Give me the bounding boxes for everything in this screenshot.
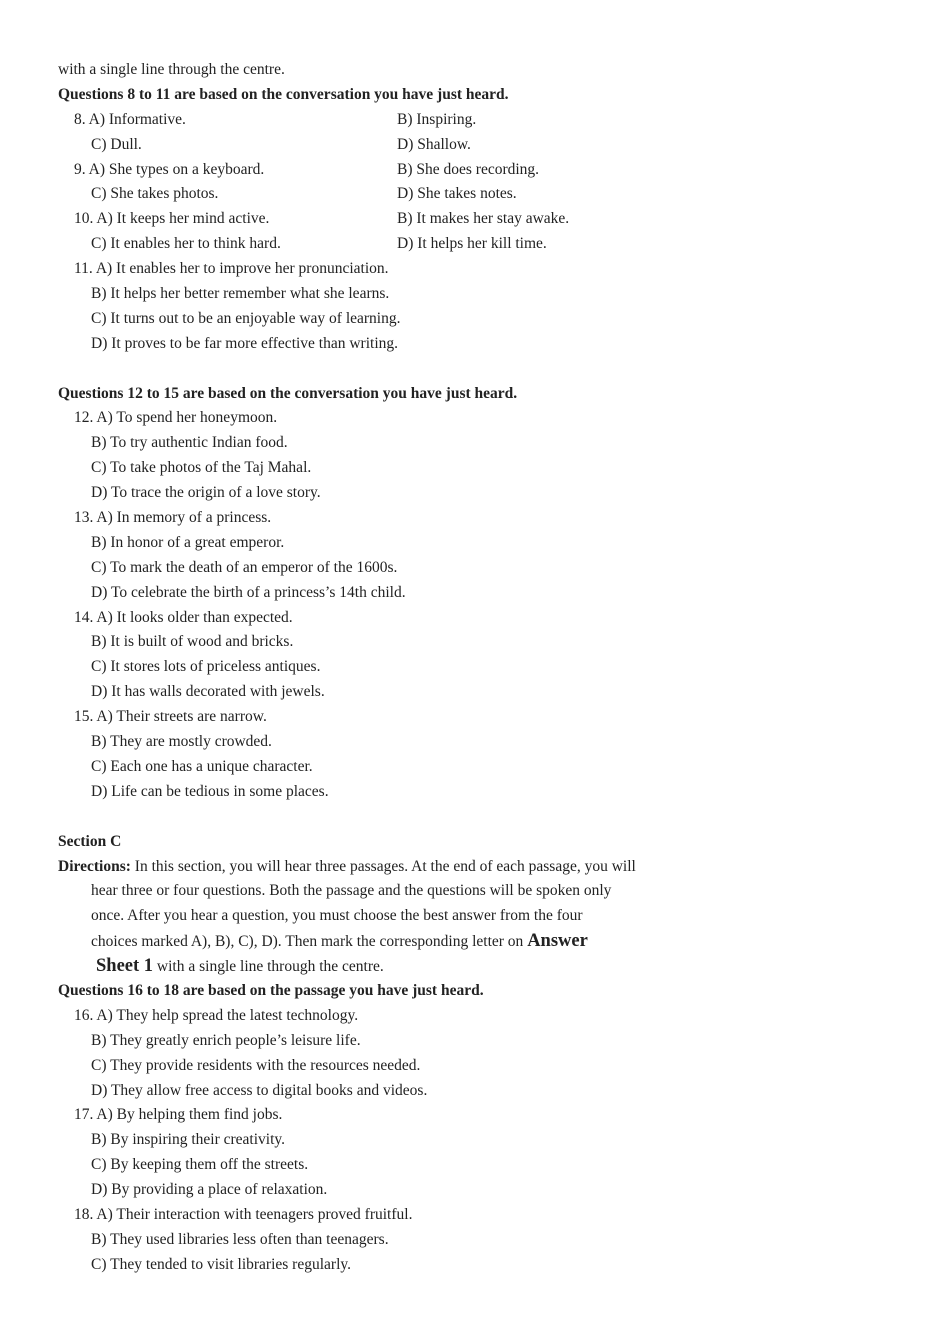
q16-option-c: C) They provide residents with the resources needed. — [91, 1056, 421, 1074]
directions-line3: once. After you hear a question, you must choose the best answer from the four — [91, 907, 583, 925]
q16-option-d: D) They allow free access to digital books and videos. — [91, 1081, 428, 1099]
q11-option-a: 11. A) It enables her to improve her pronunciation. — [74, 260, 389, 278]
directions-line2: hear three or four questions. Both the passage and the questions will be spoken only — [91, 882, 612, 900]
section-c-title: Section C — [58, 832, 122, 850]
q18-option-c: C) They tended to visit libraries regularly. — [91, 1255, 351, 1273]
directions-text1: In this section, you will hear three passages. At the end of each passage, you will — [130, 857, 636, 875]
q10-option-d: D) It helps her kill time. — [397, 235, 547, 253]
answer-word: Answer — [527, 931, 588, 952]
q8-row1 — [58, 108, 918, 133]
q11-option-c: C) It turns out to be an enjoyable way of learning. — [91, 309, 401, 327]
sheet-word: Sheet 1 — [96, 956, 154, 977]
q12-option-c: C) To take photos of the Taj Mahal. — [91, 459, 312, 477]
q11-option-d: D) It proves to be far more effective than writing. — [91, 334, 399, 352]
q17-option-a: 17. A) By helping them find jobs. — [74, 1106, 283, 1124]
q15-option-d: D) Life can be tedious in some places. — [91, 782, 329, 800]
q13-option-a: 13. A) In memory of a princess. — [74, 509, 272, 527]
q9-row2 — [58, 182, 918, 207]
q13-option-c: C) To mark the death of an emperor of the 1600s. — [91, 558, 398, 576]
q13-option-b: B) In honor of a great emperor. — [91, 533, 285, 551]
q14-option-c: C) It stores lots of priceless antiques. — [91, 658, 321, 676]
q15-option-b: B) They are mostly crowded. — [91, 733, 272, 751]
intro-tail: with a single line through the centre. — [58, 61, 285, 78]
q8-option-c: C) Dull. — [91, 135, 142, 153]
directions-line4 — [58, 929, 918, 954]
q9-option-a: 9. A) She types on a keyboard. — [74, 160, 265, 178]
directions-line1 — [58, 855, 918, 880]
q17-option-c: C) By keeping them off the streets. — [91, 1156, 309, 1174]
q8-option-a: 8. A) Informative. — [74, 110, 186, 128]
directions-label: Directions: — [58, 857, 131, 875]
q17-option-b: B) By inspiring their creativity. — [91, 1131, 285, 1149]
q12-option-a: 12. A) To spend her honeymoon. — [74, 409, 278, 427]
q16-option-a: 16. A) They help spread the latest technology. — [74, 1006, 359, 1024]
q8-option-b: B) Inspiring. — [397, 110, 477, 128]
q14-option-a: 14. A) It looks older than expected. — [74, 608, 293, 626]
q15-option-c: C) Each one has a unique character. — [91, 757, 313, 775]
group1-heading: Questions 8 to 11 are based on the conversation you have just heard. — [58, 85, 509, 103]
q13-option-d: D) To celebrate the birth of a princess’s 14th child. — [91, 583, 406, 601]
q14-option-b: B) It is built of wood and bricks. — [91, 633, 294, 651]
directions-text5: with a single line through the centre. — [153, 958, 384, 976]
directions-line5 — [58, 954, 918, 979]
q18-option-b: B) They used libraries less often than teenagers. — [91, 1230, 389, 1248]
spacer — [58, 805, 918, 830]
q12-option-d: D) To trace the origin of a love story. — [91, 484, 321, 502]
group2-heading: Questions 12 to 15 are based on the conversation you have just heard. — [58, 384, 518, 402]
q9-option-d: D) She takes notes. — [397, 185, 517, 203]
q14-option-d: D) It has walls decorated with jewels. — [91, 683, 325, 701]
q10-option-a: 10. A) It keeps her mind active. — [74, 210, 270, 228]
q9-option-c: C) She takes photos. — [91, 185, 219, 203]
q9-option-b: B) She does recording. — [397, 160, 540, 178]
q8-row2 — [58, 133, 918, 158]
q10-row2 — [58, 232, 918, 257]
group3-heading: Questions 16 to 18 are based on the passage you have just heard. — [58, 981, 484, 999]
exam-page — [58, 58, 918, 1278]
q12-option-b: B) To try authentic Indian food. — [91, 434, 288, 452]
directions-text4: choices marked A), B), C), D). Then mark the corresponding letter on — [91, 933, 528, 951]
q17-option-d: D) By providing a place of relaxation. — [91, 1181, 328, 1199]
q15-option-a: 15. A) Their streets are narrow. — [74, 708, 267, 726]
q10-option-c: C) It enables her to think hard. — [91, 235, 281, 253]
q11-option-b: B) It helps her better remember what she learns. — [91, 285, 390, 303]
q8-option-d: D) Shallow. — [397, 135, 471, 153]
q18-option-a: 18. A) Their interaction with teenagers proved fruitful. — [74, 1205, 413, 1223]
q16-option-b: B) They greatly enrich people’s leisure life. — [91, 1031, 361, 1049]
spacer — [58, 357, 918, 382]
q10-option-b: B) It makes her stay awake. — [397, 210, 570, 228]
q9-row1 — [58, 158, 918, 183]
q10-row1 — [58, 207, 918, 232]
